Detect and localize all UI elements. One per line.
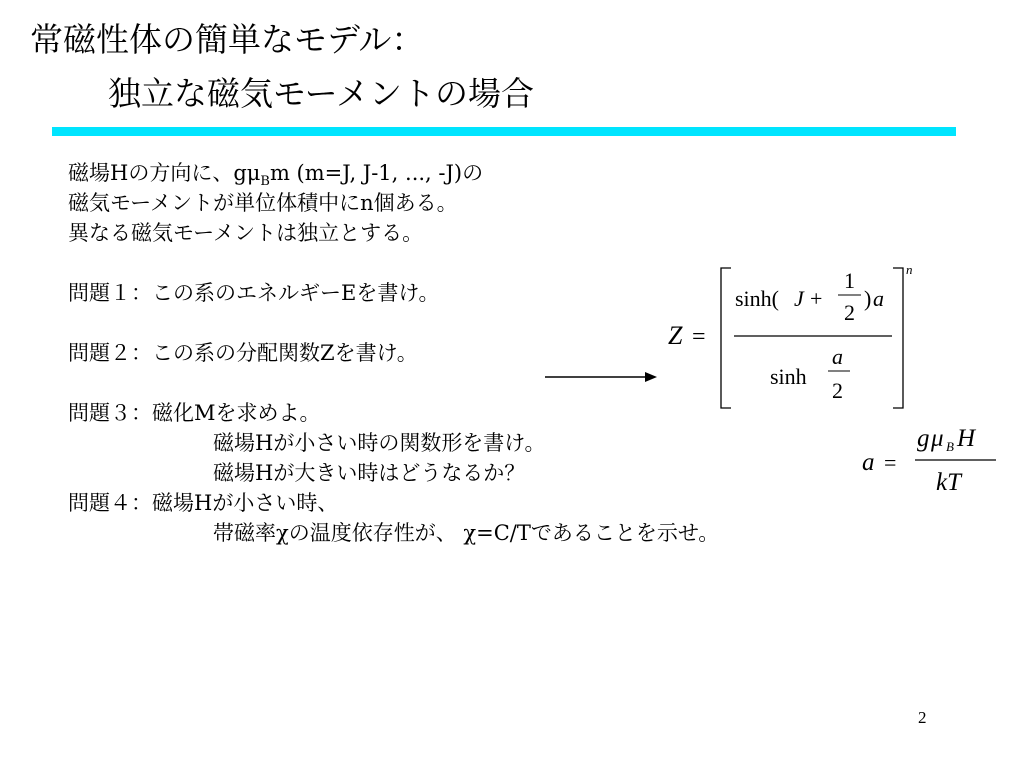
- partition-function-formula: [668, 262, 928, 420]
- numerator-frac-top: 1: [844, 268, 855, 293]
- denominator-sinh: sinh: [770, 364, 807, 389]
- slide-body: [68, 158, 719, 548]
- numerator-j: J: [794, 286, 804, 311]
- denominator-frac-top: a: [832, 344, 843, 369]
- right-bracket: [893, 268, 903, 408]
- arrow-right-icon: [545, 368, 660, 388]
- body-line-1: [68, 158, 719, 188]
- left-bracket: [721, 268, 731, 408]
- question-2: 問題２：この系の分配関数Zを書け。: [68, 341, 418, 365]
- numerator-sinh: sinh(: [735, 286, 779, 311]
- numerator-close-paren: ): [864, 286, 872, 311]
- denominator-frac-bottom: 2: [832, 378, 843, 403]
- numerator-plus: +: [810, 286, 823, 311]
- body-line-1-part-a: 磁場Hの方向に、gμ: [68, 161, 261, 185]
- question-4-sub: 帯磁率χの温度依存性が、 χ=C/Tであることを示せ。: [213, 521, 720, 545]
- title-line-2: 独立な磁気モーメントの場合: [108, 74, 535, 113]
- h-symbol: H: [957, 425, 976, 452]
- mu-b-subscript: B: [260, 174, 270, 190]
- equals-sign: =: [692, 324, 706, 350]
- question-4: 問題４：磁場Hが小さい時、: [68, 491, 339, 515]
- title-underline-bar: [52, 127, 956, 136]
- question-3-sub-a: 磁場Hが小さい時の関数形を書け。: [213, 431, 546, 455]
- question-1: 問題１：この系のエネルギーEを書け。: [68, 281, 440, 305]
- body-line-2: 磁気モーメントが単位体積中にn個ある。: [68, 191, 458, 215]
- title-line-1: 常磁性体の簡単なモデル：: [30, 20, 425, 59]
- g-symbol: g: [917, 425, 930, 452]
- a-equals-sign: =: [884, 450, 897, 475]
- spacer: [68, 308, 719, 338]
- body-line-1-part-b: m (m=J, J-1, ..., -J)の: [269, 161, 484, 185]
- exponent-n: n: [906, 262, 913, 277]
- mu-subscript-b: B: [946, 439, 954, 454]
- mu-symbol: μ: [931, 425, 944, 452]
- z-symbol: Z: [668, 321, 683, 350]
- question-3-sub-b: 磁場Hが大きい時はどうなるか？: [213, 461, 526, 485]
- numerator-frac-bottom: 2: [844, 300, 855, 325]
- numerator-a: a: [873, 286, 884, 311]
- spacer: [68, 248, 719, 278]
- question-3: 問題３：磁化Mを求めよ。: [68, 401, 321, 425]
- page-number: 2: [918, 708, 927, 727]
- a-definition-formula: [860, 420, 1010, 502]
- kt-symbol: kT: [936, 469, 961, 496]
- body-line-3: 異なる磁気モーメントは独立とする。: [68, 221, 424, 245]
- a-symbol: a: [862, 449, 875, 476]
